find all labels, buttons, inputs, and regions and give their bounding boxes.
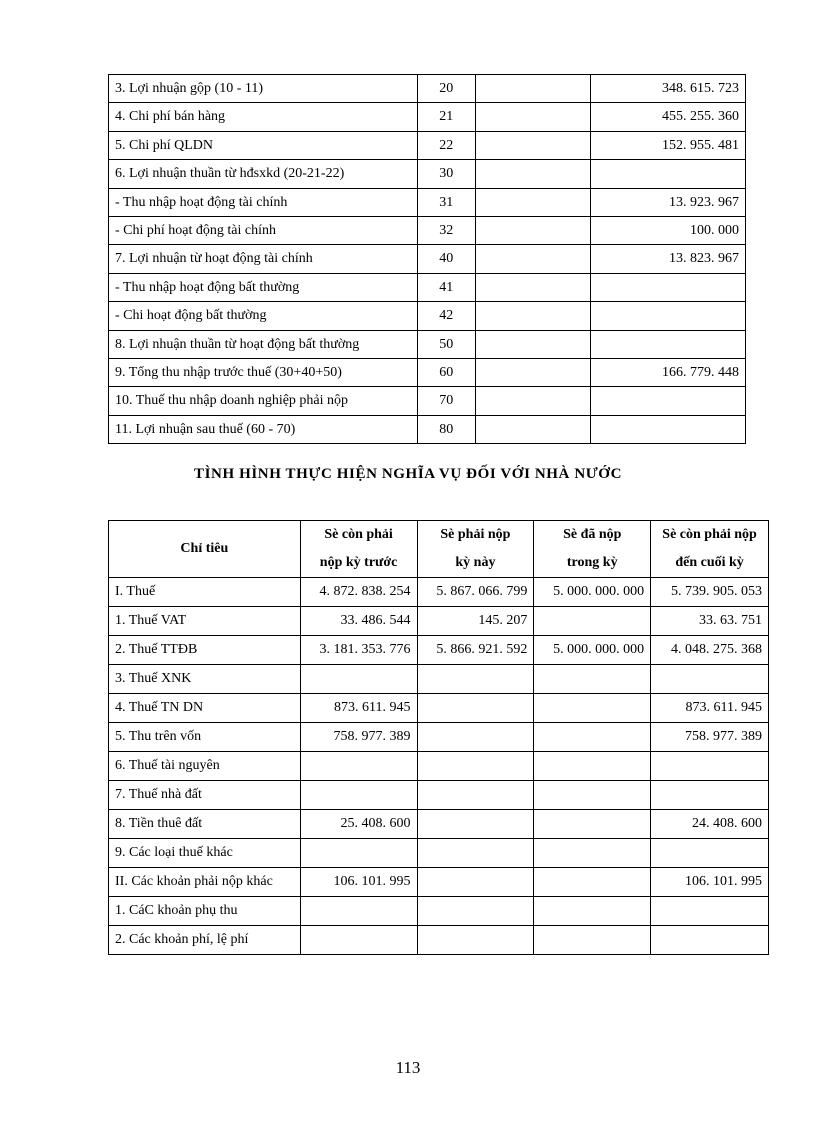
row-prev-amount [475,358,591,386]
row-prev-amount [475,415,591,443]
row-amount [591,387,746,415]
tax-ending-balance: 4. 048. 275. 368 [651,636,769,665]
row-amount: 348. 615. 723 [591,75,746,103]
tax-prior-balance: 106. 101. 995 [300,868,417,897]
row-code: 70 [417,387,475,415]
tax-payable [417,926,534,955]
tax-row-label: 8. Tiền thuê đất [109,810,301,839]
tax-row-label: 4. Thuế TN DN [109,694,301,723]
tax-prior-balance [300,926,417,955]
row-label: 4. Chi phí bán hàng [109,103,418,131]
tax-prior-balance: 33. 486. 544 [300,607,417,636]
row-prev-amount [475,330,591,358]
row-code: 50 [417,330,475,358]
tax-ending-balance [651,752,769,781]
tax-prior-balance [300,781,417,810]
header-ending-line2: đến cuối kỳ [675,555,744,570]
row-code: 21 [417,103,475,131]
tax-ending-balance [651,897,769,926]
page-number: 113 [395,1058,421,1077]
row-code: 22 [417,131,475,159]
tax-prior-balance: 758. 977. 389 [300,723,417,752]
tax-row-label: 3. Thuế XNK [109,665,301,694]
tax-ending-balance: 24. 408. 600 [651,810,769,839]
tax-prior-balance: 873. 611. 945 [300,694,417,723]
row-prev-amount [475,302,591,330]
tax-payable [417,897,534,926]
header-paid-line1: Sè đã nộp [563,527,622,542]
row-label: - Thu nhập hoạt động bất thường [109,273,418,301]
header-payable-this-period [417,521,534,578]
row-code: 60 [417,358,475,386]
tax-row [109,578,769,607]
tax-row [109,926,769,955]
header-indicator: Chỉ tiêu [109,521,301,578]
tax-row [109,810,769,839]
tax-payable [417,781,534,810]
tax-paid [534,665,651,694]
row-code: 30 [417,160,475,188]
income-row [109,188,746,216]
tax-prior-balance [300,897,417,926]
tax-table-header-row [109,521,769,578]
tax-row [109,752,769,781]
tax-ending-balance: 758. 977. 389 [651,723,769,752]
section-title: TÌNH HÌNH THỰC HIỆN NGHĨA VỤ ĐỐI VỚI NHÀ NƯỚC [193,466,623,482]
tax-ending-balance [651,839,769,868]
tax-payable [417,868,534,897]
row-prev-amount [475,103,591,131]
tax-row [109,694,769,723]
tax-paid [534,839,651,868]
income-row [109,245,746,273]
income-row [109,216,746,244]
tax-paid [534,607,651,636]
row-code: 40 [417,245,475,273]
tax-prior-balance: 25. 408. 600 [300,810,417,839]
tax-row-label: 9. Các loại thuế khác [109,839,301,868]
tax-ending-balance [651,781,769,810]
row-label: 11. Lợi nhuận sau thuế (60 - 70) [109,415,418,443]
tax-row-label: 1. CáC khoản phụ thu [109,897,301,926]
income-row [109,131,746,159]
tax-ending-balance: 106. 101. 995 [651,868,769,897]
income-row [109,75,746,103]
row-amount [591,160,746,188]
income-row [109,302,746,330]
row-amount: 166. 779. 448 [591,358,746,386]
header-ending-line1: Sè còn phải nộp [662,527,757,542]
income-row [109,330,746,358]
row-prev-amount [475,245,591,273]
tax-paid [534,810,651,839]
row-code: 42 [417,302,475,330]
tax-prior-balance [300,665,417,694]
tax-row-label: 5. Thu trên vốn [109,723,301,752]
tax-ending-balance [651,926,769,955]
row-amount: 100. 000 [591,216,746,244]
tax-row-label: 6. Thuế tài nguyên [109,752,301,781]
income-statement-table [108,74,746,444]
income-row [109,273,746,301]
row-amount: 13. 923. 967 [591,188,746,216]
tax-row-label: I. Thuế [109,578,301,607]
tax-payable: 5. 867. 066. 799 [417,578,534,607]
row-amount [591,415,746,443]
tax-ending-balance [651,665,769,694]
header-paid-in-period [534,521,651,578]
row-label: 8. Lợi nhuận thuần từ hoạt động bất thường [109,330,418,358]
row-prev-amount [475,216,591,244]
header-ending-balance [651,521,769,578]
tax-paid [534,897,651,926]
tax-payable [417,694,534,723]
tax-row-label: 1. Thuế VAT [109,607,301,636]
tax-obligation-table [108,520,769,955]
row-code: 31 [417,188,475,216]
tax-row [109,868,769,897]
row-label: 3. Lợi nhuận gộp (10 - 11) [109,75,418,103]
tax-payable [417,810,534,839]
row-amount: 455. 255. 360 [591,103,746,131]
row-label: 7. Lợi nhuận từ hoạt động tài chính [109,245,418,273]
row-amount [591,330,746,358]
tax-payable: 5. 866. 921. 592 [417,636,534,665]
income-row [109,160,746,188]
income-row [109,387,746,415]
row-code: 20 [417,75,475,103]
income-row [109,358,746,386]
tax-row [109,723,769,752]
row-label: 6. Lợi nhuận thuần từ hđsxkd (20-21-22) [109,160,418,188]
tax-row [109,665,769,694]
row-amount [591,302,746,330]
tax-paid [534,868,651,897]
tax-row-label: II. Các khoản phải nộp khác [109,868,301,897]
row-prev-amount [475,387,591,415]
tax-payable [417,839,534,868]
tax-row-label: 2. Các khoản phí, lệ phí [109,926,301,955]
header-payable-line2: kỳ này [455,555,496,570]
tax-ending-balance: 5. 739. 905. 053 [651,578,769,607]
row-label: 10. Thuế thu nhập doanh nghiệp phải nộp [109,387,418,415]
tax-paid [534,781,651,810]
row-amount: 13. 823. 967 [591,245,746,273]
income-row [109,415,746,443]
row-prev-amount [475,160,591,188]
tax-prior-balance: 3. 181. 353. 776 [300,636,417,665]
tax-ending-balance: 873. 611. 945 [651,694,769,723]
tax-paid [534,926,651,955]
header-prior-balance [300,521,417,578]
row-label: - Chi phí hoạt động tài chính [109,216,418,244]
tax-row [109,781,769,810]
tax-paid: 5. 000. 000. 000 [534,636,651,665]
tax-payable [417,665,534,694]
row-label: 5. Chi phí QLDN [109,131,418,159]
tax-prior-balance [300,752,417,781]
header-prior-balance-line2: nộp kỳ trước [319,555,398,570]
tax-paid [534,752,651,781]
tax-payable: 145. 207 [417,607,534,636]
tax-prior-balance: 4. 872. 838. 254 [300,578,417,607]
row-label: - Chi hoạt động bất thường [109,302,418,330]
row-code: 32 [417,216,475,244]
row-prev-amount [475,273,591,301]
tax-paid [534,694,651,723]
row-amount: 152. 955. 481 [591,131,746,159]
tax-payable [417,723,534,752]
tax-row [109,607,769,636]
header-paid-line2: trong kỳ [566,555,618,570]
row-code: 80 [417,415,475,443]
income-row [109,103,746,131]
tax-row [109,839,769,868]
header-payable-line1: Sè phải nộp [440,527,511,542]
row-prev-amount [475,131,591,159]
tax-prior-balance [300,839,417,868]
row-prev-amount [475,75,591,103]
tax-paid: 5. 000. 000. 000 [534,578,651,607]
tax-payable [417,752,534,781]
tax-row [109,897,769,926]
tax-paid [534,723,651,752]
tax-row [109,636,769,665]
row-code: 41 [417,273,475,301]
row-label: - Thu nhập hoạt động tài chính [109,188,418,216]
row-amount [591,273,746,301]
tax-row-label: 7. Thuế nhà đất [109,781,301,810]
tax-row-label: 2. Thuế TTĐB [109,636,301,665]
tax-ending-balance: 33. 63. 751 [651,607,769,636]
row-label: 9. Tổng thu nhập trước thuế (30+40+50) [109,358,418,386]
row-prev-amount [475,188,591,216]
header-prior-balance-line1: Sè còn phải [324,527,393,542]
